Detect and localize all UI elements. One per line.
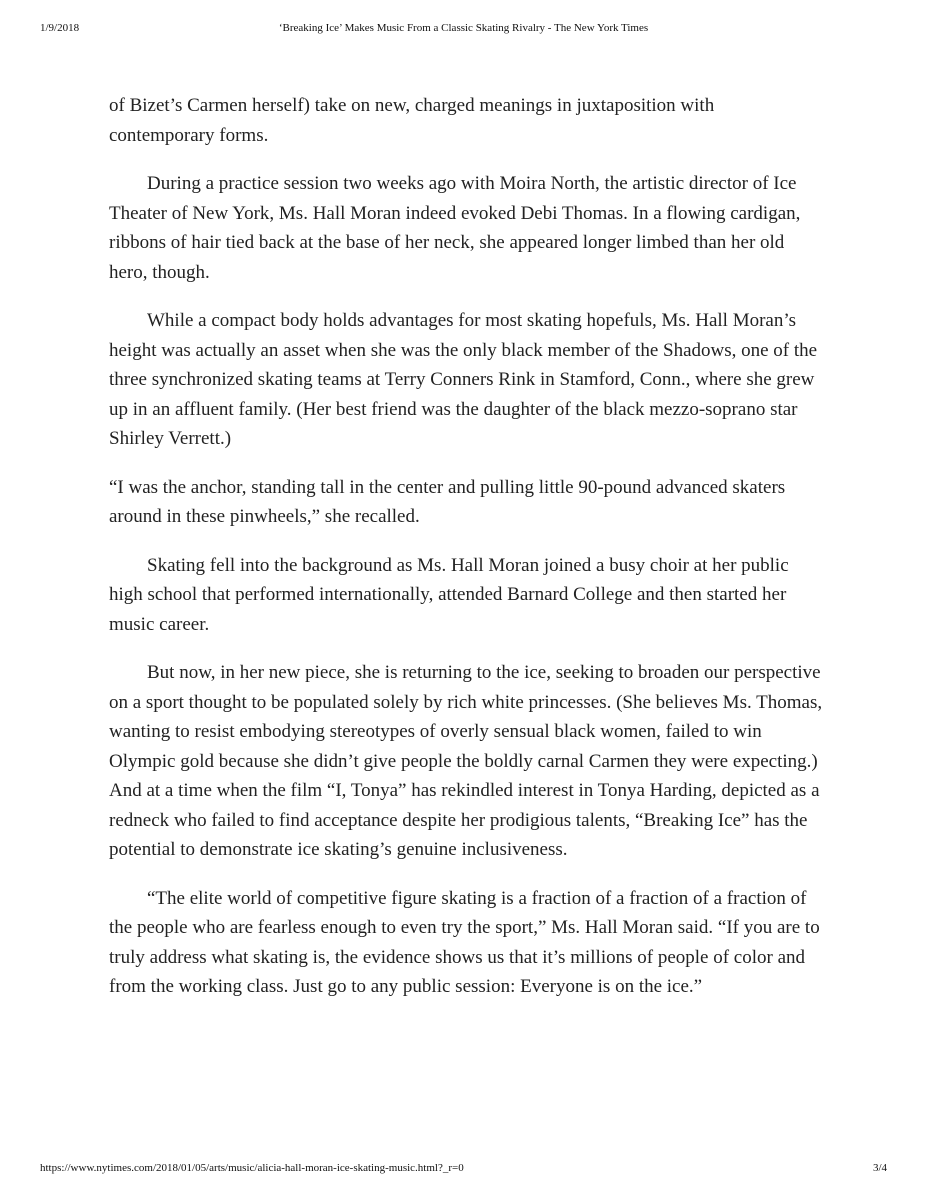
print-header [40, 22, 887, 38]
article-body [109, 91, 824, 1021]
print-page-title: ‘Breaking Ice’ Makes Music From a Classic Skating Rivalry - The New York Times [278, 22, 649, 34]
print-footer [40, 1162, 887, 1178]
page-number: 3/4 [872, 1162, 887, 1174]
print-url[interactable]: https://www.nytimes.com/2018/01/05/arts/music/alicia-hall-moran-ice-skating-music.html?_r=0 [40, 1162, 464, 1174]
article-paragraph: During a practice session two weeks ago with Moira North, the artistic director of Ice Theater of New York, Ms. Hall Moran indeed evoked Debi Thomas. In a flowing cardigan, ribbons of hair tied back at the base of her neck, she appeared longer limbed than her old hero, though. [109, 173, 801, 283]
article-paragraph: But now, in her new piece, she is returning to the ice, seeking to broaden our perspective on a sport thought to be populated solely by rich white princesses. (She believes Ms. Thomas, wanting to resist embodying stereotypes of overly sensual black women, failed to win Olympic gold because she didn’t give people the boldly carnal Carmen they were expecting.) And at a time when the film “I, Tonya” has rekindled interest in Tonya Harding, depicted as a redneck who failed to find acceptance despite her prodigious talents, “Breaking Ice” has the potential to demonstrate ice skating’s genuine inclusiveness. [109, 662, 823, 860]
print-date: 1/9/2018 [40, 22, 80, 34]
article-paragraph: Skating fell into the background as Ms. Hall Moran joined a busy choir at her public high school that performed internationally, attended Barnard College and then started her music career. [109, 554, 789, 635]
article-paragraph: “I was the anchor, standing tall in the center and pulling little 90-pound advanced skaters around in these pinwheels,” she recalled. [109, 476, 786, 527]
article-paragraph: “The elite world of competitive figure skating is a fraction of a fraction of a fraction of the people who are fearless enough to even try the sport,” Ms. Hall Moran said. “If you are to truly address what skating is, the evidence shows us that it’s millions of people of color and from the working class. Just go to any public session: Everyone is on the ice.” [109, 887, 820, 997]
article-paragraph: While a compact body holds advantages for most skating hopefuls, Ms. Hall Moran’s height was actually an asset when she was the only black member of the Shadows, one of the three synchronized skating teams at Terry Conners Rink in Stamford, Conn., where she grew up in an affluent family. (Her best friend was the daughter of the black mezzo-soprano star Shirley Verrett.) [109, 310, 818, 449]
article-paragraph: of Bizet’s Carmen herself) take on new, charged meanings in juxtaposition with contemporary forms. [109, 95, 715, 146]
